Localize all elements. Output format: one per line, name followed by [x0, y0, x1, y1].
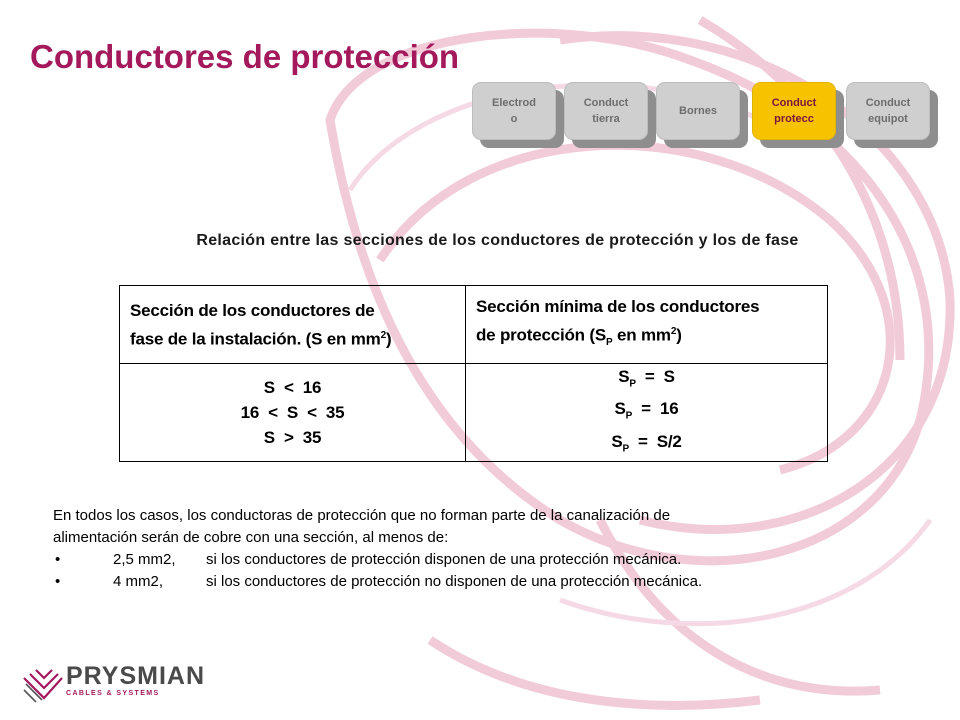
condition-item: 16 < S < 35: [240, 403, 345, 423]
tab-label: Conduct tierra: [564, 82, 648, 140]
header-text: ): [385, 329, 392, 349]
section-subtitle: Relación entre las secciones de los conductores de protección y los de fase: [196, 232, 799, 249]
list-item: [53, 549, 853, 571]
subscript: P: [606, 337, 613, 349]
tab-conduct-protecc[interactable]: [752, 82, 836, 140]
protection-values-cell: [466, 364, 828, 462]
sp-value: = S/2: [628, 431, 682, 451]
header-protection-section: [466, 286, 828, 364]
note-paragraph: [53, 505, 853, 593]
tab-bornes[interactable]: [656, 82, 740, 140]
sp-symbol: S: [611, 431, 623, 451]
sp-item: [466, 396, 827, 428]
condition-item: S < 16: [263, 378, 322, 398]
prysmian-logo: [22, 660, 252, 706]
header-text: fase de la instalación. (S en mm: [130, 329, 381, 349]
header-line: Sección de los conductores de: [130, 300, 375, 320]
phase-conditions-cell: [120, 364, 466, 462]
note-line: En todos los casos, los conductoras de protección que no forman parte de la canalización de: [53, 507, 671, 524]
list-item: [53, 571, 853, 593]
logo-tagline: CABLES & SYSTEMS: [66, 690, 160, 697]
header-line: [476, 319, 817, 355]
header-text: ): [676, 325, 682, 345]
tab-label: Electrod o: [472, 82, 556, 140]
header-line: [130, 323, 455, 352]
tab-label: Bornes: [656, 82, 740, 140]
bullet-size: 2,5 mm2,: [113, 551, 176, 568]
page-title: Conductores de protección: [30, 38, 460, 75]
note-line: alimentación serán de cobre con una sección, al menos de:: [53, 529, 449, 546]
table-body-row: [120, 364, 828, 462]
sp-value: = 16: [632, 399, 679, 419]
sp-value: = S: [635, 367, 675, 386]
header-text: de protección (S: [476, 325, 606, 345]
sp-symbol: S: [618, 367, 630, 386]
sp-item: [466, 429, 827, 461]
condition-item: S > 35: [263, 428, 322, 448]
bullet-symbol: •: [55, 551, 61, 568]
subscript: P: [622, 443, 629, 455]
sp-symbol: S: [614, 399, 626, 419]
superscript: 2: [380, 329, 386, 341]
prysmian-logo-icon: [22, 660, 66, 704]
logo-wordmark: PRYSMIAN: [66, 662, 206, 690]
bullet-size: 4 mm2,: [113, 573, 164, 590]
bullet-symbol: •: [55, 573, 61, 590]
table-header-row: [120, 286, 828, 364]
tab-label: Conduct equipot: [846, 82, 930, 140]
bullet-text: si los conductores de protección disponen de una protección mecánica.: [206, 551, 682, 568]
tab-electrodo[interactable]: [472, 82, 556, 140]
tab-label: Conduct protecc: [752, 82, 836, 140]
subscript: P: [629, 378, 636, 390]
bullet-text: si los conductores de protección no disponen de una protección mecánica.: [206, 573, 703, 590]
sp-item: [466, 364, 827, 396]
tab-conduct-equipot[interactable]: [846, 82, 930, 140]
tab-conduct-tierra[interactable]: [564, 82, 648, 140]
header-text: en mm: [612, 325, 671, 345]
superscript: 2: [670, 325, 677, 337]
header-line: Sección mínima de los conductores: [476, 296, 760, 316]
subscript: P: [625, 410, 633, 422]
header-phase-section: [120, 286, 466, 364]
sections-table: [119, 285, 828, 462]
